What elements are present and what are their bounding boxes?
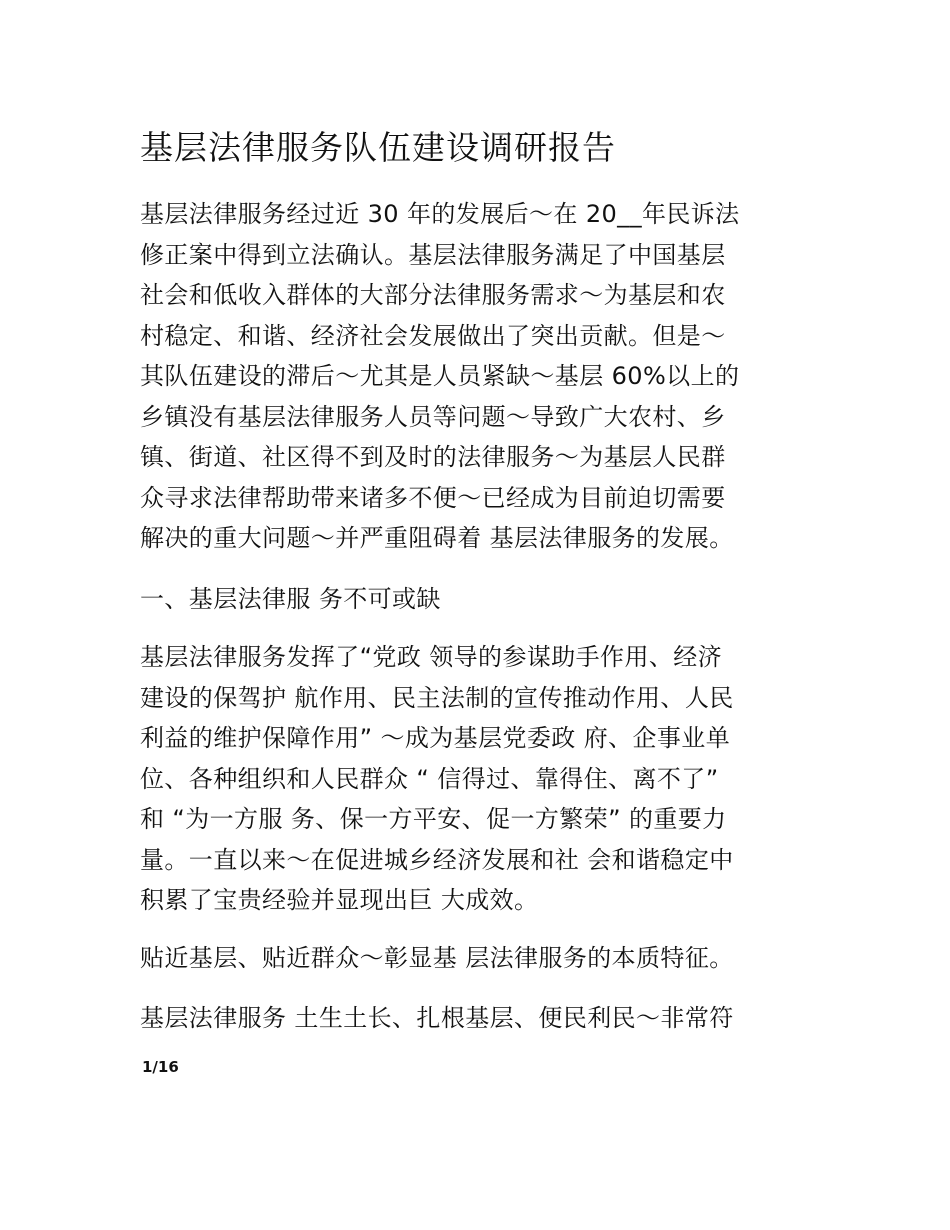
- intro-paragraph: [140, 194, 810, 559]
- paragraph-line: 基层法律服务发挥了“党政 领导的参谋助手作用、经济: [140, 643, 723, 671]
- section-heading: [140, 579, 810, 620]
- paragraph-line: 量。一直以来～在促进城乡经济发展和社 会和谐稳定中: [140, 845, 734, 874]
- section-heading-text: 一、基层法律服 务不可或缺: [140, 585, 441, 613]
- paragraph-line: 积累了宝贵经验并显现出巨 大成效。: [140, 886, 539, 914]
- paragraph-line: 众寻求法律帮助带来诸多不便～已经成为目前迫切需要: [140, 483, 726, 512]
- page-number: 1/16: [142, 1058, 179, 1076]
- subheading-paragraph: [140, 938, 810, 979]
- section-paragraph: [140, 637, 810, 921]
- paragraph-line: 修正案中得到立法确认。基层法律服务满足了中国基层: [140, 240, 726, 269]
- continuation-paragraph: [140, 998, 810, 1039]
- paragraph-line: 村稳定、和谐、经济社会发展做出了突出贡献。但是～: [140, 321, 726, 350]
- document-title: 基层法律服务队伍建设调研报告: [140, 128, 616, 167]
- paragraph-line: 社会和低收入群体的大部分法律服务需求～为基层和农: [140, 281, 726, 309]
- paragraph-line: 基层法律服务经过近 30 年的发展后～在 20__年民诉法: [140, 200, 740, 228]
- paragraph-line: 利益的维护保障作用” ～成为基层党委政 府、企事业单: [140, 724, 731, 752]
- paragraph-line: 乡镇没有基层法律服务人员等问题～导致广大农村、乡: [140, 402, 726, 431]
- paragraph-line: 和 “为一方服 务、保一方平安、促一方繁荣” 的重要力: [140, 805, 727, 833]
- paragraph-line: 建设的保驾护 航作用、民主法制的宣传推动作用、人民: [140, 683, 734, 712]
- subheading-text: 贴近基层、贴近群众～彰显基 层法律服务的本质特征。: [140, 944, 734, 972]
- paragraph-line: 镇、街道、社区得不到及时的法律服务～为基层人民群: [140, 443, 726, 471]
- paragraph-line: 位、各种组织和人民群众 “ 信得过、靠得住、离不了”: [140, 764, 719, 793]
- paragraph-line: 解决的重大问题～并严重阻碍着 基层法律服务的发展。: [140, 524, 734, 552]
- paragraph-line: 基层法律服务 土生土长、扎根基层、便民利民～非常符: [140, 1004, 734, 1032]
- paragraph-line: 其队伍建设的滞后～尤其是人员紧缺～基层 60%以上的: [140, 362, 740, 390]
